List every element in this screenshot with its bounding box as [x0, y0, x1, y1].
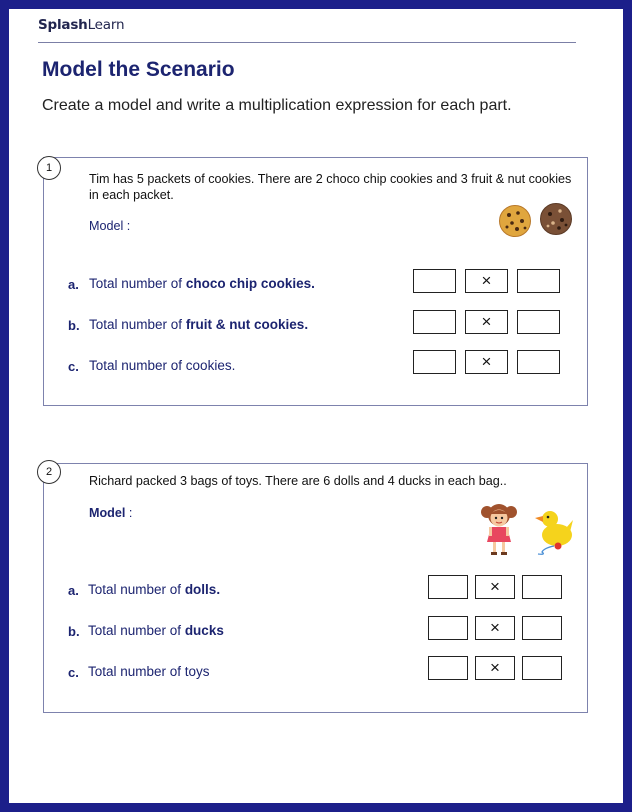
instructions: Create a model and write a multiplication expression for each part. [42, 97, 512, 114]
answer-box-2c-left[interactable] [428, 656, 468, 680]
problem-2-story: Richard packed 3 bags of toys. There are 6 dolls and 4 ducks in each bag.. [89, 474, 507, 488]
problem-1-model-label: Model : [89, 219, 131, 233]
answer-box-1b-times: × [465, 310, 508, 334]
answer-box-1b-right[interactable] [517, 310, 560, 334]
fruit-nut-cookie-icon [539, 202, 573, 236]
answer-box-2a-right[interactable] [522, 575, 562, 599]
question-1a-letter: a. [68, 277, 79, 292]
problem-number-2: 2 [37, 460, 61, 484]
question-2b-letter: b. [68, 624, 80, 639]
question-1b-letter: b. [68, 318, 80, 333]
duck-icon [530, 508, 576, 556]
answer-box-2a-left[interactable] [428, 575, 468, 599]
answer-box-2b-right[interactable] [522, 616, 562, 640]
answer-box-2c-times: × [475, 656, 515, 680]
answer-box-1a-left[interactable] [413, 269, 456, 293]
answer-box-2b-times: × [475, 616, 515, 640]
answer-box-2b-left[interactable] [428, 616, 468, 640]
question-2c-text: Total number of toys [88, 664, 210, 679]
problem-number-1: 1 [37, 156, 61, 180]
doll-icon [478, 500, 520, 558]
answer-box-1a-times: × [465, 269, 508, 293]
answer-box-1c-right[interactable] [517, 350, 560, 374]
question-2a-text: Total number of dolls. [88, 582, 221, 597]
answer-box-2c-right[interactable] [522, 656, 562, 680]
page-title: Model the Scenario [42, 58, 235, 81]
problem-1-story: Tim has 5 packets of cookies. There are 2 choco chip cookies and 3 fruit & nut cookies in each packet. [89, 172, 572, 202]
answer-box-1a-right[interactable] [517, 269, 560, 293]
answer-box-2a-times: × [475, 575, 515, 599]
splashlearn-logo: SplashLearn [38, 17, 125, 33]
answer-box-1b-left[interactable] [413, 310, 456, 334]
question-2a-letter: a. [68, 583, 79, 598]
answer-box-1c-left[interactable] [413, 350, 456, 374]
problem-2-model-label: Model : [89, 506, 133, 520]
question-1b-text: Total number of fruit & nut cookies. [89, 317, 309, 332]
question-1c-text: Total number of cookies. [89, 358, 236, 373]
answer-box-1c-times: × [465, 350, 508, 374]
question-1a-text: Total number of choco chip cookies. [89, 276, 315, 291]
question-1c-letter: c. [68, 359, 79, 374]
header-divider [38, 42, 576, 43]
question-2b-text: Total number of ducks [88, 623, 224, 638]
question-2c-letter: c. [68, 665, 79, 680]
choco-chip-cookie-icon [498, 204, 532, 238]
